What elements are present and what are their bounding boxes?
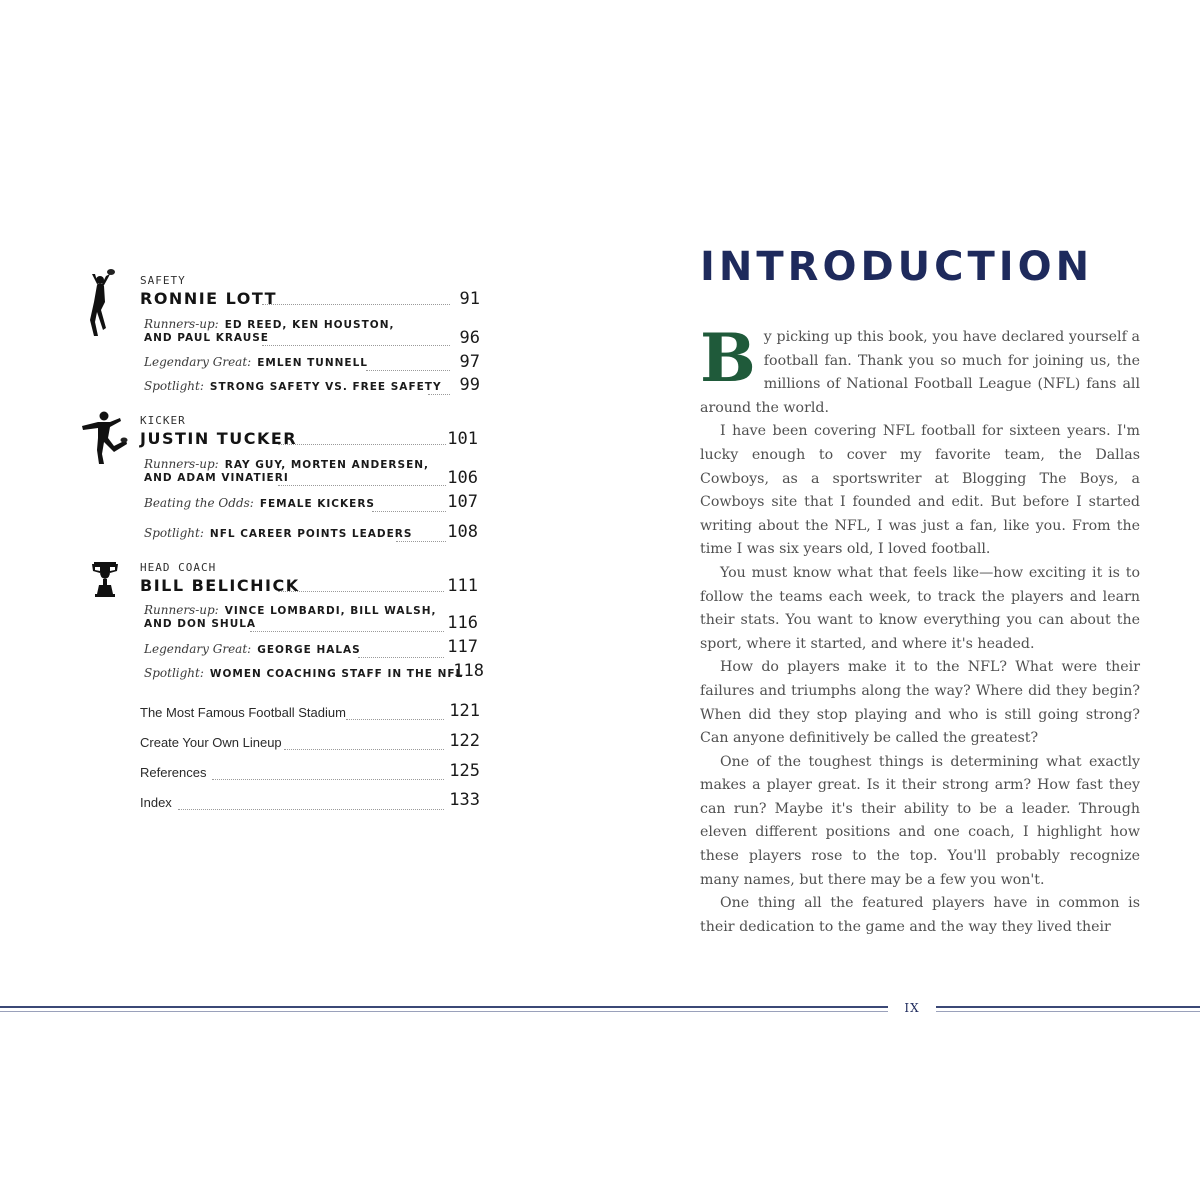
folio: IX: [904, 1001, 920, 1015]
page-number: 133: [449, 790, 480, 810]
page-number: 117: [447, 637, 478, 657]
body-text: [700, 319, 1140, 939]
entry-subject: GEORGE HALAS: [257, 644, 361, 656]
toc-entry: [144, 457, 429, 471]
entry-kicker: Beating the Odds:: [144, 496, 254, 510]
trophy-icon: [90, 558, 120, 598]
toc-entry-line2: [144, 472, 289, 484]
page-number: 122: [449, 731, 480, 751]
leader-dots: [366, 370, 450, 371]
page-number: 97: [459, 352, 480, 372]
leader-dots: [250, 631, 444, 632]
page-number: 99: [459, 375, 480, 395]
page-number: 125: [449, 761, 480, 781]
paragraph: How do players make it to the NFL? What were their failures and triumphs along the way? Where did they begin? When did they stop playing and who is still going strong? Can anyone definitively be called the greatest?: [700, 659, 1140, 747]
paragraph: One thing all the featured players have in common is their dedication to the game and the way they lived their: [700, 895, 1140, 935]
drop-cap: B: [700, 319, 756, 397]
safety-player-icon: [86, 266, 120, 338]
leader-dots: [284, 749, 444, 750]
page-number: 121: [449, 701, 480, 721]
toc-extra: The Most Famous Football Stadium: [140, 705, 346, 720]
entry-subject: RAY GUY, MORTEN ANDERSEN,: [224, 459, 430, 471]
entry-kicker: Runners-up:: [144, 603, 219, 617]
entry-subject: AND ADAM VINATIERI: [144, 472, 289, 484]
entry-subject: NFL CAREER POINTS LEADERS: [209, 528, 413, 540]
leader-dots: [278, 591, 444, 592]
section-label: SAFETY: [140, 274, 186, 287]
page-number: 106: [447, 468, 478, 488]
footer-rule: [0, 1011, 888, 1012]
entry-kicker: Spotlight:: [144, 379, 204, 393]
toc-entry: [144, 666, 463, 680]
leader-dots: [278, 444, 446, 445]
footer-rule: [0, 1006, 888, 1008]
entry-kicker: Legendary Great:: [144, 355, 252, 369]
page-number: 107: [447, 492, 478, 512]
kicker-player-icon: [80, 410, 130, 466]
toc-entry-line2: [144, 332, 269, 344]
entry-subject: AND DON SHULA: [144, 618, 257, 630]
paragraph: One of the toughest things is determining what exactly makes a player great. Is it their strong arm? How fast they can run? Maybe it's their ability to be a leader. Through eleven different positions and one coach, I highlight how these players rose to the top. You'll probably recognize many names, but there may be a few you won't.: [700, 753, 1140, 888]
toc-entry-line2: [144, 618, 256, 630]
page-number: 111: [447, 576, 478, 596]
leader-dots: [278, 485, 446, 486]
player-name: JUSTIN TUCKER: [140, 429, 298, 448]
coach-name: BILL BELICHICK: [140, 576, 300, 595]
toc-entry: [144, 355, 368, 369]
entry-subject: ED REED, KEN HOUSTON,: [224, 319, 395, 331]
toc-entry: [144, 642, 361, 656]
entry-subject: AND PAUL KRAUSE: [144, 332, 269, 344]
entry-kicker: Runners-up:: [144, 317, 219, 331]
paragraph: [700, 319, 1140, 420]
footer-rule: [936, 1006, 1200, 1008]
toc-entry: [144, 496, 375, 510]
entry-subject: VINCE LOMBARDI, BILL WALSH,: [224, 605, 437, 617]
entry-subject: STRONG SAFETY VS. FREE SAFETY: [209, 381, 442, 393]
page-title: INTRODUCTION: [700, 244, 1094, 290]
entry-subject: WOMEN COACHING STAFF IN THE NFL: [209, 668, 464, 680]
paragraph-text: y picking up this book, you have declared yourself a football fan. Thank you so much for joining us, the millions of National Football League (NFL) fans all around the world.: [700, 329, 1140, 416]
leader-dots: [358, 657, 444, 658]
paragraph: You must know what that feels like—how exciting it is to follow the teams each week, to track the players and learn their stats. You want to know everything you can about the sport, where it started, and where it's headed.: [700, 564, 1140, 652]
page-number: 118: [453, 661, 484, 681]
section-label: KICKER: [140, 414, 186, 427]
footer-rule: [936, 1011, 1200, 1012]
toc-entry: [144, 379, 442, 393]
page-number: 116: [447, 613, 478, 633]
page-number: 108: [447, 522, 478, 542]
entry-kicker: Legendary Great:: [144, 642, 252, 656]
entry-subject: EMLEN TUNNELL: [257, 357, 368, 369]
entry-kicker: Spotlight:: [144, 666, 204, 680]
player-name: RONNIE LOTT: [140, 289, 278, 308]
entry-kicker: Spotlight:: [144, 526, 204, 540]
entry-kicker: Runners-up:: [144, 457, 219, 471]
page-number: 101: [447, 429, 478, 449]
toc-extra: References: [140, 765, 207, 780]
page-number: 96: [459, 328, 480, 348]
entry-subject: FEMALE KICKERS: [259, 498, 375, 510]
toc-entry: [144, 317, 395, 331]
leader-dots: [346, 719, 444, 720]
paragraph: I have been covering NFL football for sixteen years. I'm lucky enough to cover my favorite team, the Dallas Cowboys, as a sportswriter at Blogging The Boys, a Cowboys site that I founded and edit. But before I started writing about the NFL, I was just a fan, like you. From the time I was six years old, I loved football.: [700, 423, 1140, 558]
leader-dots: [372, 511, 446, 512]
leader-dots: [262, 304, 450, 305]
section-label: HEAD COACH: [140, 561, 217, 574]
toc-entry: [144, 526, 412, 540]
leader-dots: [212, 779, 444, 780]
toc-extra: Create Your Own Lineup: [140, 735, 282, 750]
toc-entry: [144, 603, 436, 617]
toc-extra: Index: [140, 795, 172, 810]
leader-dots: [178, 809, 444, 810]
leader-dots: [262, 345, 450, 346]
page-number: 91: [459, 289, 480, 309]
